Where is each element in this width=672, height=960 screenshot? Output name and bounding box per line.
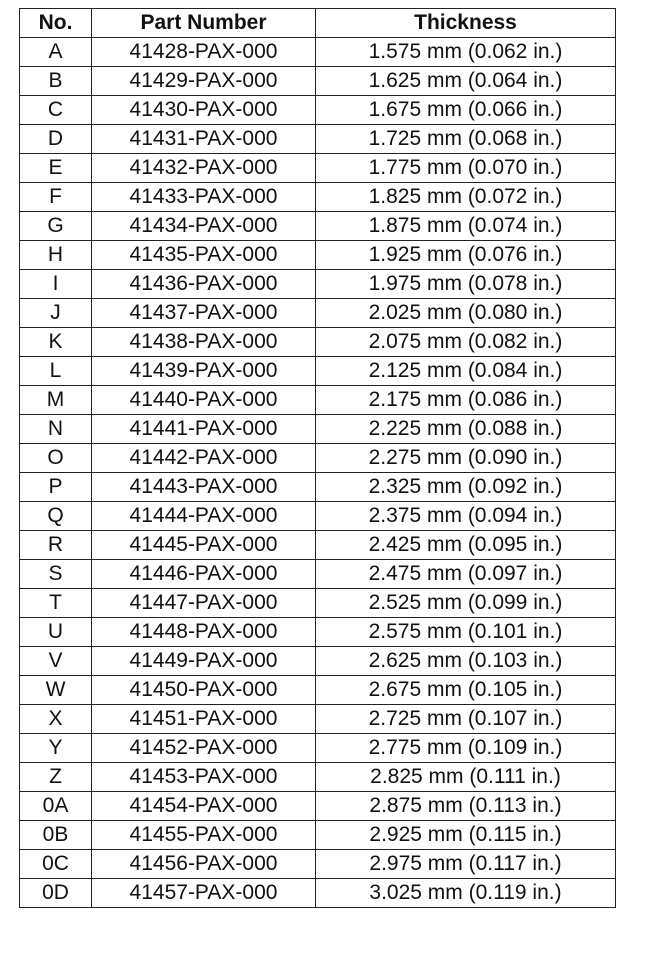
cell-part-number: 41454-PAX-000 — [92, 792, 316, 821]
table-row — [20, 444, 616, 473]
cell-part-number: 41449-PAX-000 — [92, 647, 316, 676]
cell-thickness: 2.375 mm (0.094 in.) — [316, 502, 616, 531]
cell-thickness: 2.225 mm (0.088 in.) — [316, 415, 616, 444]
cell-part-number: 41447-PAX-000 — [92, 589, 316, 618]
cell-part-number: 41429-PAX-000 — [92, 67, 316, 96]
cell-thickness: 2.875 mm (0.113 in.) — [316, 792, 616, 821]
table-row — [20, 531, 616, 560]
cell-no: O — [20, 444, 92, 473]
cell-no: M — [20, 386, 92, 415]
cell-part-number: 41435-PAX-000 — [92, 241, 316, 270]
cell-thickness: 1.825 mm (0.072 in.) — [316, 183, 616, 212]
cell-part-number: 41455-PAX-000 — [92, 821, 316, 850]
cell-part-number: 41434-PAX-000 — [92, 212, 316, 241]
cell-thickness: 2.175 mm (0.086 in.) — [316, 386, 616, 415]
cell-no: E — [20, 154, 92, 183]
cell-part-number: 41436-PAX-000 — [92, 270, 316, 299]
cell-thickness: 1.575 mm (0.062 in.) — [316, 38, 616, 67]
cell-no: X — [20, 705, 92, 734]
table-row — [20, 183, 616, 212]
cell-thickness: 3.025 mm (0.119 in.) — [316, 879, 616, 908]
shim-thickness-table — [19, 8, 616, 908]
cell-no: A — [20, 38, 92, 67]
table-row — [20, 850, 616, 879]
table-row — [20, 502, 616, 531]
cell-no: J — [20, 299, 92, 328]
header-thickness: Thickness — [316, 9, 616, 38]
cell-no: 0C — [20, 850, 92, 879]
cell-no: D — [20, 125, 92, 154]
cell-no: K — [20, 328, 92, 357]
cell-part-number: 41438-PAX-000 — [92, 328, 316, 357]
table-row — [20, 415, 616, 444]
cell-thickness: 2.775 mm (0.109 in.) — [316, 734, 616, 763]
table-row — [20, 589, 616, 618]
cell-part-number: 41446-PAX-000 — [92, 560, 316, 589]
table-row — [20, 676, 616, 705]
cell-no: 0A — [20, 792, 92, 821]
cell-thickness: 2.625 mm (0.103 in.) — [316, 647, 616, 676]
cell-no: Z — [20, 763, 92, 792]
cell-no: 0D — [20, 879, 92, 908]
cell-thickness: 2.925 mm (0.115 in.) — [316, 821, 616, 850]
table-row — [20, 647, 616, 676]
header-row — [20, 9, 616, 38]
cell-thickness: 1.775 mm (0.070 in.) — [316, 154, 616, 183]
cell-thickness: 2.275 mm (0.090 in.) — [316, 444, 616, 473]
table-row — [20, 154, 616, 183]
cell-thickness: 2.425 mm (0.095 in.) — [316, 531, 616, 560]
cell-no: H — [20, 241, 92, 270]
header-part-number: Part Number — [92, 9, 316, 38]
cell-part-number: 41431-PAX-000 — [92, 125, 316, 154]
table-row — [20, 473, 616, 502]
cell-part-number: 41452-PAX-000 — [92, 734, 316, 763]
cell-thickness: 2.825 mm (0.111 in.) — [316, 763, 616, 792]
cell-part-number: 41457-PAX-000 — [92, 879, 316, 908]
table-row — [20, 96, 616, 125]
cell-thickness: 1.625 mm (0.064 in.) — [316, 67, 616, 96]
cell-no: I — [20, 270, 92, 299]
table-row — [20, 879, 616, 908]
table-body — [20, 38, 616, 908]
cell-part-number: 41453-PAX-000 — [92, 763, 316, 792]
cell-no: C — [20, 96, 92, 125]
cell-no: P — [20, 473, 92, 502]
cell-part-number: 41428-PAX-000 — [92, 38, 316, 67]
table-row — [20, 792, 616, 821]
table-row — [20, 212, 616, 241]
cell-part-number: 41451-PAX-000 — [92, 705, 316, 734]
cell-no: B — [20, 67, 92, 96]
table-row — [20, 270, 616, 299]
table-row — [20, 299, 616, 328]
cell-no: L — [20, 357, 92, 386]
cell-part-number: 41433-PAX-000 — [92, 183, 316, 212]
table-row — [20, 357, 616, 386]
cell-thickness: 2.475 mm (0.097 in.) — [316, 560, 616, 589]
cell-part-number: 41450-PAX-000 — [92, 676, 316, 705]
cell-thickness: 2.025 mm (0.080 in.) — [316, 299, 616, 328]
table-row — [20, 328, 616, 357]
cell-part-number: 41442-PAX-000 — [92, 444, 316, 473]
table-row — [20, 125, 616, 154]
cell-no: G — [20, 212, 92, 241]
table-row — [20, 241, 616, 270]
cell-thickness: 2.325 mm (0.092 in.) — [316, 473, 616, 502]
table-row — [20, 821, 616, 850]
cell-part-number: 41440-PAX-000 — [92, 386, 316, 415]
cell-part-number: 41456-PAX-000 — [92, 850, 316, 879]
table-row — [20, 560, 616, 589]
cell-no: V — [20, 647, 92, 676]
cell-part-number: 41441-PAX-000 — [92, 415, 316, 444]
cell-part-number: 41439-PAX-000 — [92, 357, 316, 386]
cell-part-number: 41448-PAX-000 — [92, 618, 316, 647]
cell-thickness: 2.525 mm (0.099 in.) — [316, 589, 616, 618]
cell-no: Q — [20, 502, 92, 531]
cell-thickness: 1.725 mm (0.068 in.) — [316, 125, 616, 154]
cell-thickness: 1.975 mm (0.078 in.) — [316, 270, 616, 299]
cell-no: N — [20, 415, 92, 444]
cell-thickness: 2.725 mm (0.107 in.) — [316, 705, 616, 734]
cell-part-number: 41430-PAX-000 — [92, 96, 316, 125]
cell-no: U — [20, 618, 92, 647]
cell-part-number: 41445-PAX-000 — [92, 531, 316, 560]
table-row — [20, 67, 616, 96]
cell-no: Y — [20, 734, 92, 763]
cell-thickness: 2.675 mm (0.105 in.) — [316, 676, 616, 705]
cell-thickness: 2.125 mm (0.084 in.) — [316, 357, 616, 386]
cell-no: S — [20, 560, 92, 589]
table-row — [20, 618, 616, 647]
table-row — [20, 38, 616, 67]
table-row — [20, 705, 616, 734]
cell-no: T — [20, 589, 92, 618]
cell-thickness: 1.875 mm (0.074 in.) — [316, 212, 616, 241]
cell-no: W — [20, 676, 92, 705]
cell-thickness: 2.075 mm (0.082 in.) — [316, 328, 616, 357]
cell-no: 0B — [20, 821, 92, 850]
cell-thickness: 2.975 mm (0.117 in.) — [316, 850, 616, 879]
cell-thickness: 1.925 mm (0.076 in.) — [316, 241, 616, 270]
table-row — [20, 763, 616, 792]
cell-no: F — [20, 183, 92, 212]
cell-part-number: 41444-PAX-000 — [92, 502, 316, 531]
cell-thickness: 2.575 mm (0.101 in.) — [316, 618, 616, 647]
cell-part-number: 41443-PAX-000 — [92, 473, 316, 502]
cell-part-number: 41432-PAX-000 — [92, 154, 316, 183]
cell-part-number: 41437-PAX-000 — [92, 299, 316, 328]
cell-thickness: 1.675 mm (0.066 in.) — [316, 96, 616, 125]
table-row — [20, 734, 616, 763]
header-no: No. — [20, 9, 92, 38]
table-row — [20, 386, 616, 415]
cell-no: R — [20, 531, 92, 560]
